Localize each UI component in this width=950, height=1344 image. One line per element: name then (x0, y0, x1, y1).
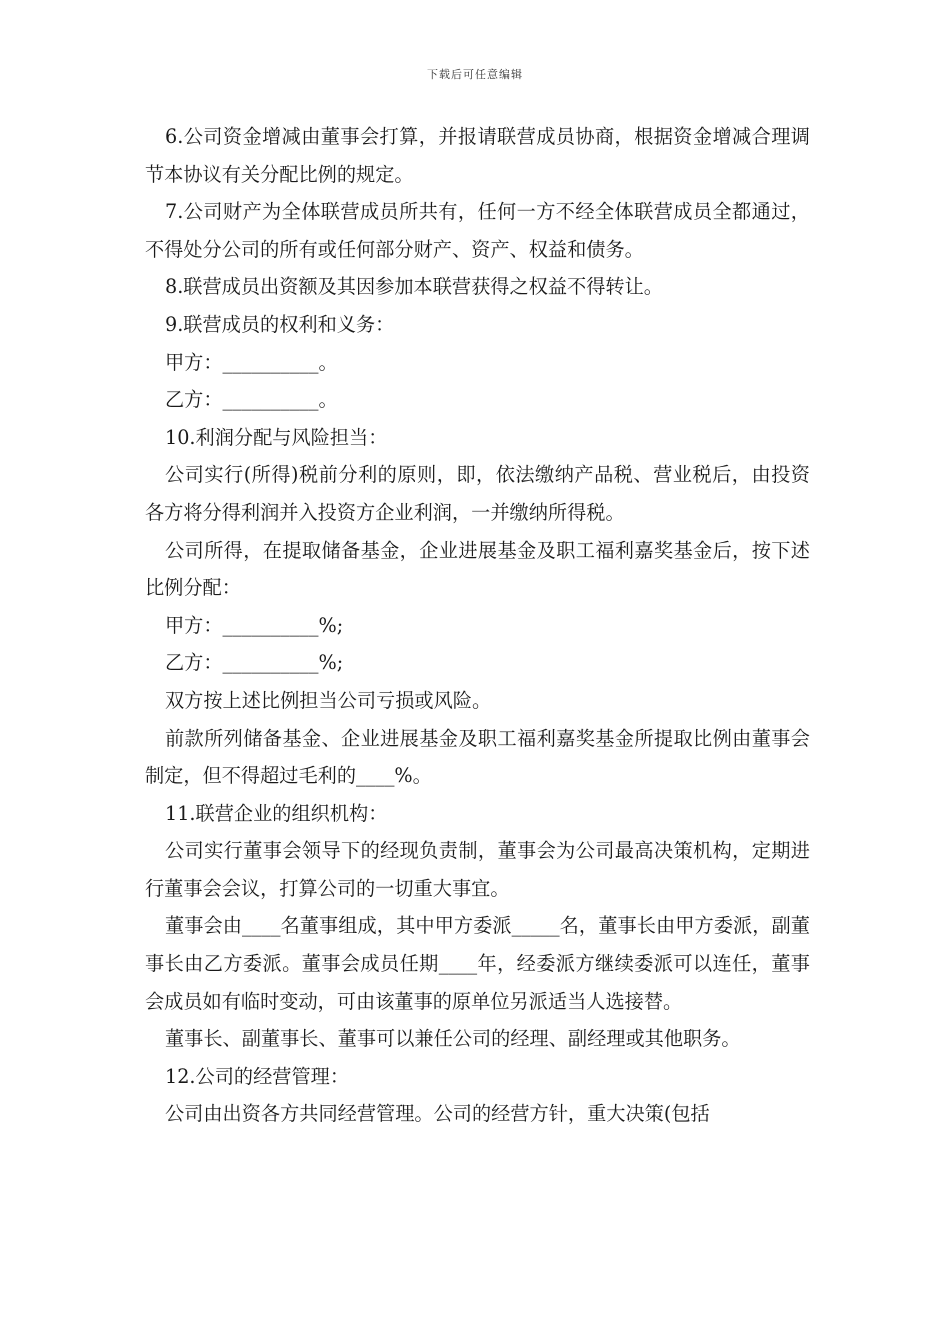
risk-sharing-paragraph: 双方按上述比例担当公司亏损或风险。 (165, 688, 492, 712)
clause-6-paragraph: 6.公司资金增减由董事会打算，并报请联营成员协商，根据资金增减合理调节本协议有关分配比例的规定。 (145, 125, 810, 186)
board-composition-paragraph: 董事会由____名董事组成，其中甲方委派_____名，董事长由甲方委派，副董事长由乙方委派。董事会成员任期____年，经委派方继续委派可以连任，董事会成员如有临时变动，可由该董事的原单位另派适当人选接替。 (145, 914, 810, 1013)
party-b-obligations-line: 乙方：__________。 (165, 388, 338, 412)
tax-principle-paragraph: 公司实行(所得)税前分利的原则，即，依法缴纳产品税、营业税后，由投资各方将分得利润并入投资方企业利润，一并缴纳所得税。 (145, 463, 810, 524)
party-a-share-line: 甲方：__________%; (165, 613, 344, 637)
document-body (145, 118, 810, 1133)
party-b-share-line: 乙方：__________%; (165, 651, 344, 675)
management-paragraph: 公司由出资各方共同经营管理。公司的经营方针，重大决策(包括 (165, 1102, 710, 1126)
clause-11-heading: 11.联营企业的组织机构： (165, 801, 388, 825)
clause-12-heading: 12.公司的经营管理： (165, 1064, 350, 1088)
clause-9-heading: 9.联营成员的权利和义务： (165, 312, 395, 336)
clause-7-paragraph: 7.公司财产为全体联营成员所共有，任何一方不经全体联营成员全都通过，不得处分公司的所有或任何部分财产、资产、权益和债务。 (145, 200, 810, 261)
clause-8-paragraph: 8.联营成员出资额及其因参加本联营获得之权益不得转让。 (165, 275, 663, 299)
page-header: 下载后可任意编辑 (427, 68, 523, 81)
party-a-obligations-line: 甲方：__________。 (165, 350, 338, 374)
profit-allocation-paragraph: 公司所得，在提取储备基金，企业进展基金及职工福利嘉奖基金后，按下述比例分配： (145, 538, 810, 600)
board-responsibility-paragraph: 公司实行董事会领导下的经现负责制，董事会为公司最高决策机构，定期进行董事会会议，打算公司的一切重大事宜。 (145, 839, 810, 900)
clause-10-heading: 10.利润分配与风险担当： (165, 425, 388, 449)
concurrent-posts-paragraph: 董事长、副董事长、董事可以兼任公司的经理、副经理或其他职务。 (165, 1027, 741, 1051)
fund-ratio-paragraph: 前款所列储备基金、企业进展基金及职工福利嘉奖基金所提取比例由董事会制定，但不得超过毛利的____%。 (145, 726, 810, 788)
